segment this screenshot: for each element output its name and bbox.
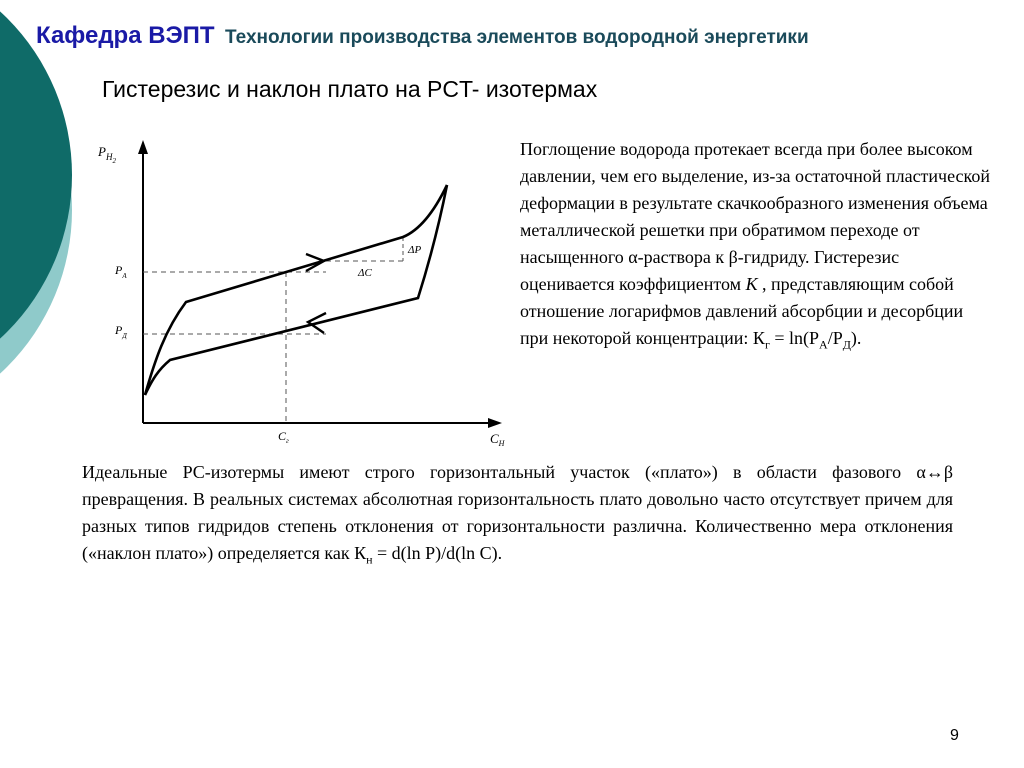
pd-label: $P_Д$ [115, 323, 127, 340]
pct-isotherm-diagram [90, 130, 510, 460]
k-n-subscript: н [366, 552, 373, 567]
page-number: 9 [950, 727, 959, 744]
body-text-part-2: = d(ln P)/d(ln C). [372, 543, 503, 563]
y-axis-label: $P_{H2}$ [98, 144, 116, 165]
side-text-part-1: Поглощение водорода протекает всегда при более высоком давлении, чем его выделение, из-за остаточной пластической деформации в результате скачкообразного изменения объема металлической решетки при обратимом переходе от насыщенного α-раствора к β-гидриду. Гистерезис оценивается коэффициентом [520, 139, 991, 294]
pa-subscript: A [819, 337, 828, 352]
decorative-circles [0, 0, 90, 420]
side-text-part-4: /P [827, 328, 843, 348]
body-text-part-1: Идеальные PC-изотермы имеют строго горизонтальный участок («плато») в области фазового α↔β превращения. В реальных системах абсолютная горизонтальность плато довольно часто отсутствует причем для разных типов гидридов степень отклонения от горизонтальности различна. Количественно мера отклонения («наклон плато») определяется как К [82, 462, 953, 563]
x-axis-label: $C_H$ [490, 431, 505, 448]
hysteresis-description [520, 136, 990, 359]
k-g-subscript: г [764, 337, 770, 352]
absorption-curve [145, 185, 447, 395]
department-name: Кафедра ВЭПТ [36, 22, 215, 49]
delta-c-label: ΔC [358, 267, 372, 279]
side-text-part-2: , представляющим собой отношение логарифмов давлений абсорбции и десорбции при некоторой концентрации: К [520, 274, 964, 348]
pd-subscript: Д [842, 337, 851, 352]
k-symbol: К [745, 274, 758, 294]
delta-p-label: ΔP [408, 244, 422, 256]
side-text-part-5: ). [850, 328, 862, 348]
slide-title: Гистерезис и наклон плато на PCT- изотермах [102, 76, 598, 102]
cg-label: $C_г$ [278, 429, 289, 445]
desorption-curve [145, 185, 447, 395]
x-axis-arrow [488, 418, 502, 428]
pa-label: $P_A$ [115, 263, 127, 280]
plateau-slope-description [82, 459, 953, 574]
header [36, 22, 809, 50]
side-text-part-3: = ln(P [769, 328, 820, 348]
course-subtitle: Технологии производства элементов водородной энергетики [225, 27, 809, 48]
y-axis-arrow [138, 140, 148, 154]
